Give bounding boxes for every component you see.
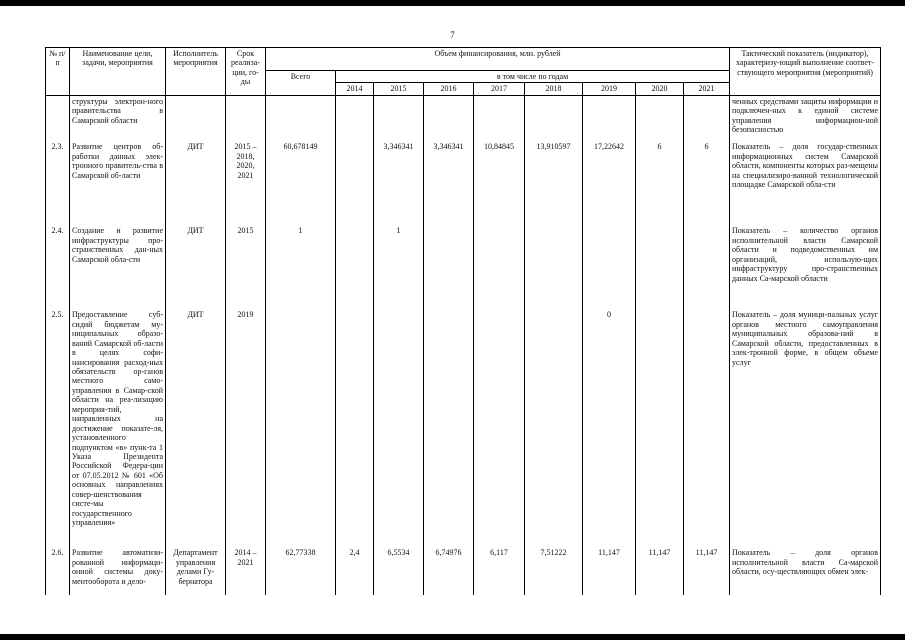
row-year-value (684, 309, 730, 547)
row-year-value (374, 95, 424, 141)
row-year-value (474, 225, 525, 309)
row-year-value (474, 95, 525, 141)
row-year-value: 6,74976 (424, 547, 474, 595)
header-year: 2018 (525, 83, 583, 95)
row-name: Создание и развитие инфраструктуры про-странственных дан-ных Самарской обла-сти (70, 225, 166, 309)
header-year: 2019 (583, 83, 636, 95)
header-year: 2020 (636, 83, 684, 95)
top-scan-border (0, 0, 905, 6)
row-name: Развитие центров об-работки данных элек-тронного правитель-ства в Самарской об-ласти (70, 141, 166, 225)
row-executor: ДИТ (166, 225, 226, 309)
row-indicator: Показатель – доля муници-пальных услуг органов местного самоуправления муниципальных образова-ний в Самарской области, предоставленных в элек-тронной форме, в общем объеме услуг (730, 309, 881, 547)
header-year: 2015 (374, 83, 424, 95)
row-year-value: 10,84845 (474, 141, 525, 225)
row-total: 62,77338 (266, 547, 336, 595)
row-year-value: 11,147 (684, 547, 730, 595)
row-year-value: 6 (684, 141, 730, 225)
row-year-value (336, 95, 374, 141)
row-year-value: 6,5534 (374, 547, 424, 595)
row-year-value (684, 95, 730, 141)
row-term (226, 95, 266, 141)
row-year-value (474, 309, 525, 547)
row-year-value: 17,22642 (583, 141, 636, 225)
row-indicator: Показатель – доля органов исполнительной власти Са-марской области, осу-ществляющих обмен элек- (730, 547, 881, 595)
row-year-value (374, 309, 424, 547)
row-year-value (525, 309, 583, 547)
financing-table (45, 47, 881, 595)
header-executor: Исполнитель мероприятия (166, 48, 226, 96)
row-no: 2.4. (46, 225, 70, 309)
row-year-value: 3,346341 (424, 141, 474, 225)
header-funding: Объем финансирования, млн. рублей (266, 48, 730, 71)
row-term: 2019 (226, 309, 266, 547)
row-year-value (424, 95, 474, 141)
table-row (46, 95, 881, 141)
bottom-scan-border (0, 634, 905, 640)
row-year-value (336, 141, 374, 225)
row-year-value: 3,346341 (374, 141, 424, 225)
header-year: 2021 (684, 83, 730, 95)
header-indicator: Тактический показатель (индикатор), характеризу-ющий выполнение соответ-ствующего мероприятия (мероприятий) (730, 48, 881, 96)
row-executor (166, 95, 226, 141)
row-term: 2014 – 2021 (226, 547, 266, 595)
row-total (266, 309, 336, 547)
row-total (266, 95, 336, 141)
row-no (46, 95, 70, 141)
row-term: 2015 (226, 225, 266, 309)
row-executor: ДИТ (166, 141, 226, 225)
row-term: 2015 – 2018, 2020, 2021 (226, 141, 266, 225)
table-row (46, 141, 881, 225)
row-year-value (424, 225, 474, 309)
row-executor: Департамент управления делами Гу-бернатора (166, 547, 226, 595)
row-total: 60,678149 (266, 141, 336, 225)
header-name: Наименование цели, задачи, мероприятия (70, 48, 166, 96)
row-year-value (684, 225, 730, 309)
row-year-value (424, 309, 474, 547)
table-row (46, 309, 881, 547)
table-row (46, 225, 881, 309)
row-year-value: 6 (636, 141, 684, 225)
row-year-value: 13,910597 (525, 141, 583, 225)
row-year-value (583, 225, 636, 309)
row-year-value: 7,51222 (525, 547, 583, 595)
row-indicator: Показатель – количество органов исполнительной власти Самарской области и подведомственных им организаций, использую-щих инфраструктуру про-странственных данных Са-марской области (730, 225, 881, 309)
row-name: структуры электрон-ного правительства в Самарской области (70, 95, 166, 141)
table-row (46, 547, 881, 595)
row-year-value: 6,117 (474, 547, 525, 595)
row-no: 2.5. (46, 309, 70, 547)
row-year-value (636, 309, 684, 547)
row-no: 2.3. (46, 141, 70, 225)
row-year-value (636, 225, 684, 309)
row-year-value (336, 225, 374, 309)
row-year-value: 2,4 (336, 547, 374, 595)
row-name: Развитие автоматизи-рованной информаци-онной системы доку-ментооборота и дело- (70, 547, 166, 595)
row-year-value: 11,147 (636, 547, 684, 595)
header-total: Всего (266, 71, 336, 96)
row-executor: ДИТ (166, 309, 226, 547)
row-name: Предоставление суб-сидий бюджетам му-ниципальных образо-ваний Самарской об-ласти в целях софи-нансирования расход-ных обязательств ор-ганов местного само-управления в Самар-ской области на реа-лизацию мероприя-тий, направленных на достижение показате-ля, установленного подпунктом «в» пунк-та 1 Указа Президента Российской Федера-ции от 07.05.2012 № 601 «Об основных направлениях совер-шенствования систе-мы государственного управления» (70, 309, 166, 547)
header-year: 2016 (424, 83, 474, 95)
row-year-value: 1 (374, 225, 424, 309)
row-year-value (525, 225, 583, 309)
row-indicator: Показатель – доля государ-ственных информационных систем Самарской области, компоненты которых раз-мещены на специализиро-ванной технологической площадке Самарской обла-сти (730, 141, 881, 225)
row-no: 2.6. (46, 547, 70, 595)
page-number: 7 (450, 30, 455, 40)
row-year-value: 11,147 (583, 547, 636, 595)
row-year-value (336, 309, 374, 547)
row-indicator: ченных средствами защиты информации и подключен-ных к единой системе управления информацион-ной безопасностью (730, 95, 881, 141)
row-total: 1 (266, 225, 336, 309)
row-year-value (583, 95, 636, 141)
row-year-value (525, 95, 583, 141)
row-year-value (636, 95, 684, 141)
header-year: 2017 (474, 83, 525, 95)
header-year: 2014 (336, 83, 374, 95)
header-no: № п/п (46, 48, 70, 96)
row-year-value: 0 (583, 309, 636, 547)
header-by-years: в том числе по годам (336, 71, 730, 83)
header-term: Срок реализа-ции, го-ды (226, 48, 266, 96)
